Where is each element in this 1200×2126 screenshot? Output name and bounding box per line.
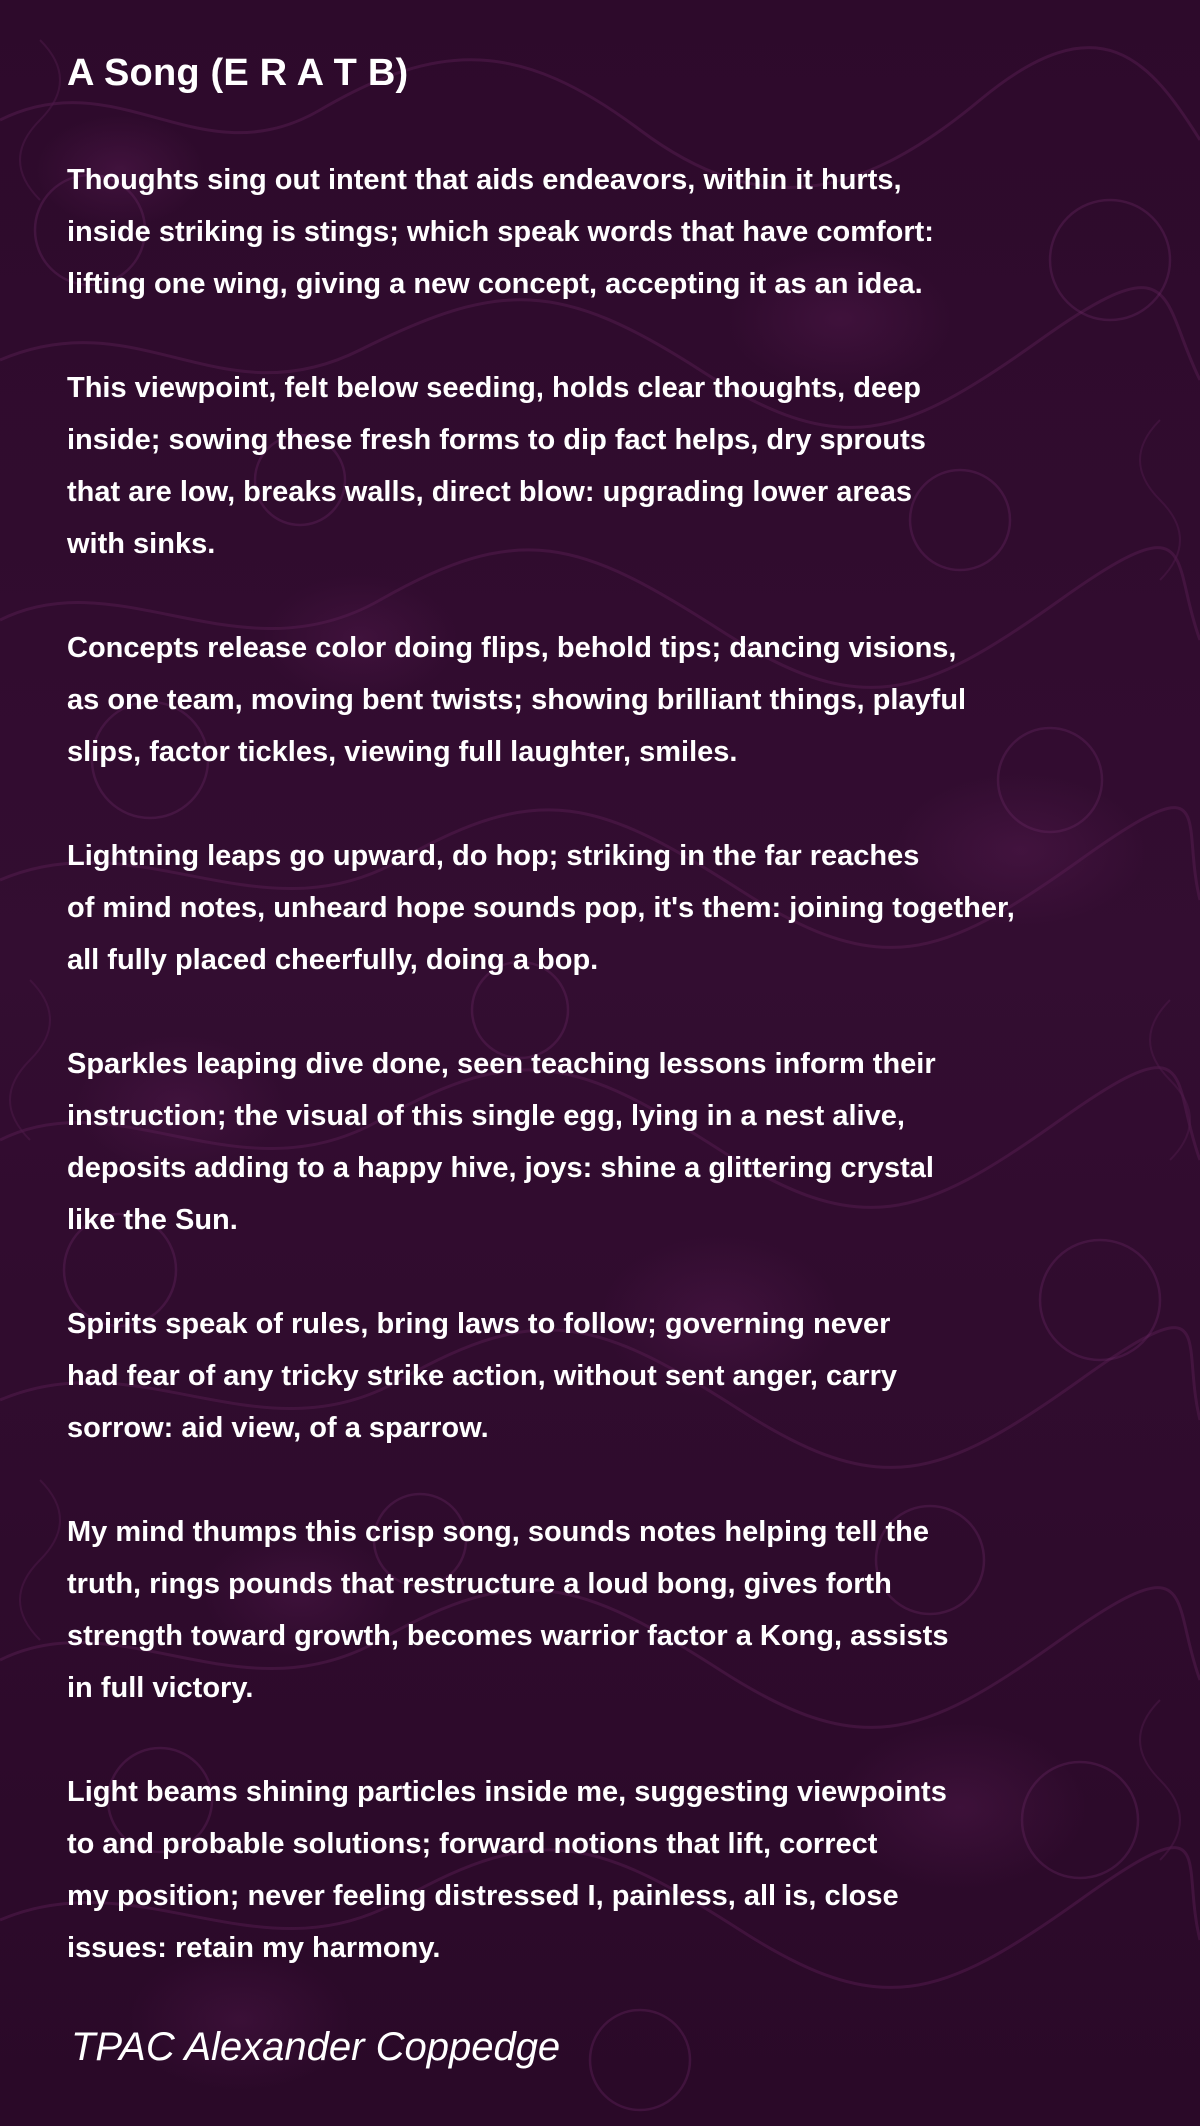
- poem-line: strength toward growth, becomes warrior factor a Kong, assists: [67, 1620, 949, 1652]
- poem-line: as one team, moving bent twists; showing brilliant things, playful: [67, 684, 967, 716]
- stanza-8: [67, 1766, 1167, 1974]
- poem-line: deposits adding to a happy hive, joys: shine a glittering crystal: [67, 1152, 934, 1184]
- poem-line: my position; never feeling distressed I, painless, all is, close: [67, 1880, 899, 1912]
- poem-line: Thoughts sing out intent that aids endeavors, within it hurts,: [67, 164, 902, 196]
- poem-line: Sparkles leaping dive done, seen teaching lessons inform their: [67, 1048, 936, 1080]
- poem-line: instruction; the visual of this single egg, lying in a nest alive,: [67, 1100, 905, 1132]
- poem-line: had fear of any tricky strike action, without sent anger, carry: [67, 1360, 897, 1392]
- poem-line: inside; sowing these fresh forms to dip fact helps, dry sprouts: [67, 424, 926, 456]
- poem-line: This viewpoint, felt below seeding, holds clear thoughts, deep: [67, 372, 921, 404]
- poem-line: My mind thumps this crisp song, sounds notes helping tell the: [67, 1516, 929, 1548]
- poem-line: Concepts release color doing flips, behold tips; dancing visions,: [67, 632, 957, 664]
- poem-line: slips, factor tickles, viewing full laughter, smiles.: [67, 736, 738, 768]
- stanza-6: [67, 1298, 1167, 1454]
- stanza-4: [67, 830, 1167, 986]
- stanza-2: [67, 362, 1167, 570]
- poem-line: to and probable solutions; forward notions that lift, correct: [67, 1828, 878, 1860]
- poem-author: TPAC Alexander Coppedge: [71, 2025, 561, 2069]
- poem-line: that are low, breaks walls, direct blow: upgrading lower areas: [67, 476, 912, 508]
- poem-line: lifting one wing, giving a new concept, accepting it as an idea.: [67, 268, 923, 300]
- poem-line: like the Sun.: [67, 1204, 238, 1236]
- poem-line: sorrow: aid view, of a sparrow.: [67, 1412, 489, 1444]
- stanza-7: [67, 1506, 1167, 1714]
- poem-line: with sinks.: [67, 528, 216, 560]
- poem-line: Light beams shining particles inside me, suggesting viewpoints: [67, 1776, 947, 1808]
- poem-line: truth, rings pounds that restructure a loud bong, gives forth: [67, 1568, 892, 1600]
- stanza-3: [67, 622, 1167, 778]
- poem-line: issues: retain my harmony.: [67, 1932, 441, 1964]
- poem-line: all fully placed cheerfully, doing a bop.: [67, 944, 599, 976]
- poem-line: inside striking is stings; which speak words that have comfort:: [67, 216, 934, 248]
- stanza-5: [67, 1038, 1167, 1246]
- poem-line: in full victory.: [67, 1672, 254, 1704]
- poem-body: [67, 154, 1167, 2026]
- poem-line: Lightning leaps go upward, do hop; striking in the far reaches: [67, 840, 920, 872]
- poem-line: of mind notes, unheard hope sounds pop, it's them: joining together,: [67, 892, 1015, 924]
- poem-title: A Song (E R A T B): [67, 52, 409, 94]
- stanza-1: [67, 154, 1167, 310]
- poem-line: Spirits speak of rules, bring laws to follow; governing never: [67, 1308, 891, 1340]
